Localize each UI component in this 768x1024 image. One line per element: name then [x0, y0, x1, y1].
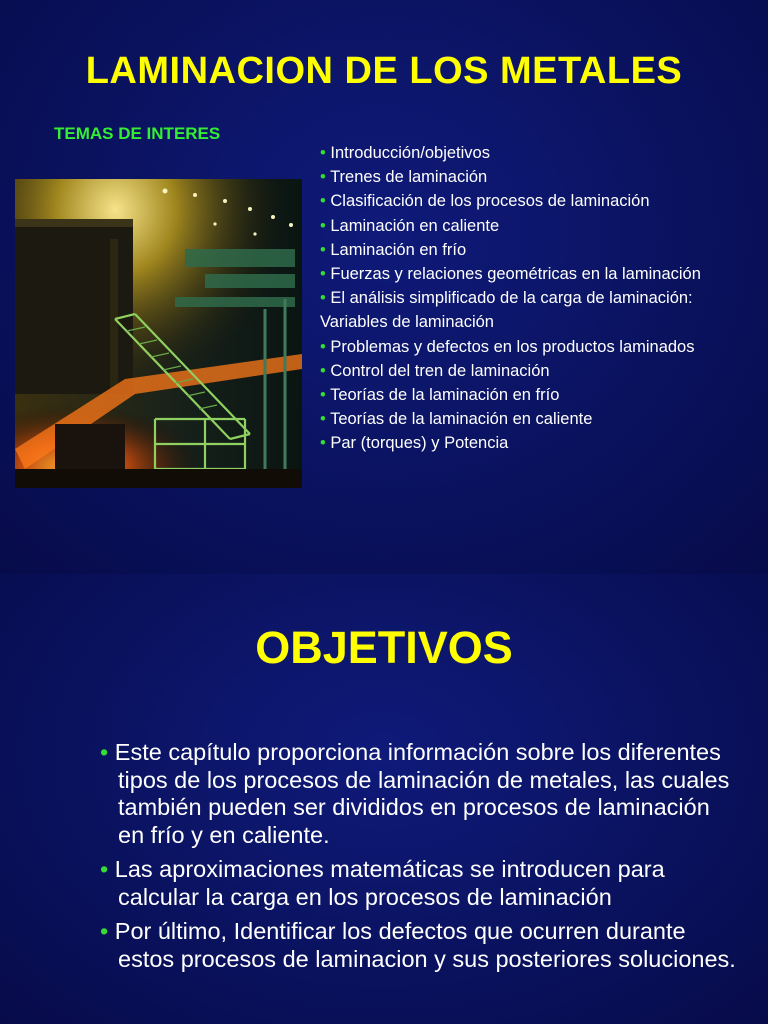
- topic-item: • Clasificación de los procesos de laminación: [320, 192, 650, 211]
- topic-item: • Control del tren de laminación: [320, 361, 550, 380]
- topic-item: • Laminación en caliente: [320, 216, 500, 235]
- bullet-icon: •: [320, 144, 326, 162]
- bullet-icon: •: [100, 856, 109, 882]
- bullet-icon: •: [320, 168, 326, 187]
- bullet-icon: •: [320, 192, 326, 211]
- topic-item: • El análisis simplificado de la carga de laminación: Variables de laminación: [320, 289, 693, 332]
- slide-1-title: LAMINACION DE LOS METALES: [85, 50, 683, 92]
- bullet-icon: •: [320, 337, 326, 356]
- topic-item: • Trenes de laminación: [320, 168, 488, 187]
- objective-item: • Las aproximaciones matemáticas se introducen para calcular la carga en los procesos de laminación: [100, 856, 665, 910]
- bullet-icon: •: [320, 240, 326, 259]
- bullet-icon: •: [320, 265, 326, 284]
- slide-1-subtitle: TEMAS DE INTERES: [54, 124, 221, 143]
- objectives-list: [88, 739, 738, 980]
- bullet-icon: •: [320, 289, 326, 308]
- slide-2: [0, 574, 768, 1024]
- topic-item: • Par (torques) y Potencia: [320, 434, 509, 453]
- bullet-icon: •: [100, 918, 109, 944]
- bullet-icon: •: [320, 216, 326, 235]
- topic-item: • Problemas y defectos en los productos laminados: [320, 337, 695, 356]
- slide-2-title: OBJETIVOS: [255, 622, 513, 673]
- bullet-icon: •: [320, 361, 326, 380]
- topic-item: • Fuerzas y relaciones geométricas en la laminación: [320, 265, 701, 284]
- rolling-mill-photo: [15, 179, 302, 488]
- objective-item: • Este capítulo proporciona información sobre los diferentes tipos de los procesos de laminación de metales, las cuales también pueden ser divididos en procesos de laminación en frío y en caliente.: [100, 739, 730, 848]
- objective-item: • Por último, Identificar los defectos que ocurren durante estos procesos de laminacion y sus posteriores soluciones.: [100, 918, 736, 972]
- topic-item: • Introducción/objetivos: [320, 144, 490, 162]
- bullet-icon: •: [100, 739, 109, 765]
- topics-list: [320, 141, 740, 456]
- bullet-icon: •: [320, 410, 326, 429]
- bullet-icon: •: [320, 434, 326, 453]
- topic-item: • Teorías de la laminación en caliente: [320, 410, 593, 429]
- topic-item: • Laminación en frío: [320, 240, 467, 259]
- bullet-icon: •: [320, 386, 326, 405]
- topic-item: • Teorías de la laminación en frío: [320, 386, 560, 405]
